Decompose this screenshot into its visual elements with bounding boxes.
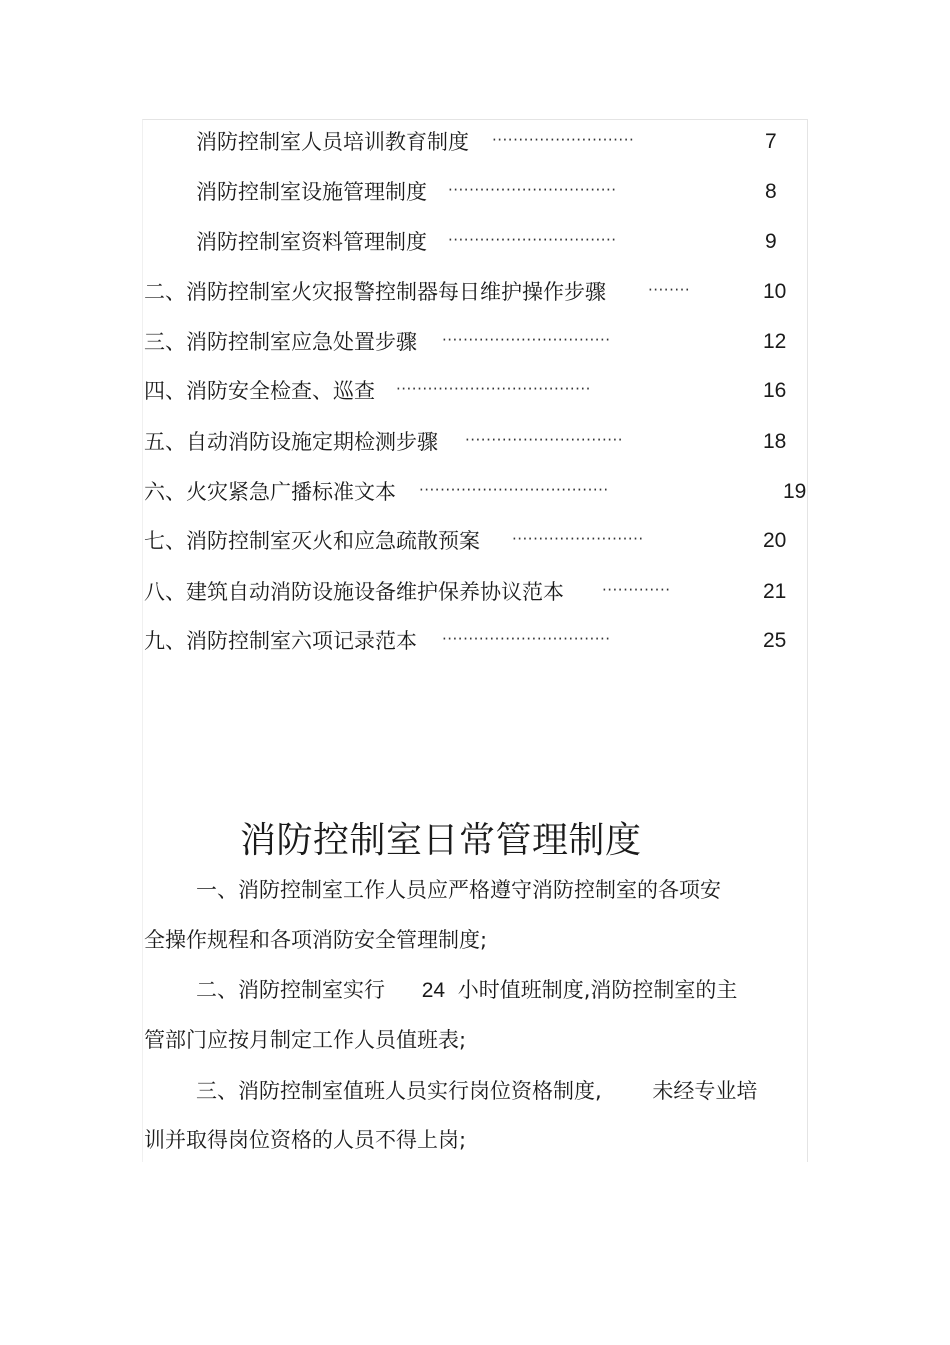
toc-entry-title: 五、自动消防设施定期检测步骤: [144, 430, 438, 454]
toc-entry-page: 9: [765, 230, 777, 253]
toc-entry-title: 六、火灾紧急广播标准文本: [144, 480, 396, 504]
toc-entry[interactable]: [0, 577, 950, 607]
toc-entry[interactable]: [0, 277, 950, 307]
document-title: 消防控制室日常管理制度: [240, 820, 642, 861]
toc-entry-page: 18: [763, 430, 787, 453]
toc-entry[interactable]: [0, 227, 950, 257]
paragraph-line: 管部门应按月制定工作人员值班表;: [144, 1028, 467, 1052]
toc-entry-page: 21: [763, 580, 787, 603]
toc-entry-title: 消防控制室资料管理制度: [196, 230, 427, 254]
toc-entry-leader: ······························: [465, 431, 624, 449]
toc-entry-title: 三、消防控制室应急处置步骤: [144, 330, 417, 354]
toc-entry-leader: ···························: [492, 131, 635, 149]
toc-entry[interactable]: [0, 477, 950, 507]
toc-entry-title: 七、消防控制室灭火和应急疏散预案: [144, 529, 480, 553]
paragraph-line: 训并取得岗位资格的人员不得上岗;: [144, 1128, 467, 1152]
toc-entry-page: 12: [763, 330, 787, 353]
toc-entry-leader: ·························: [512, 530, 644, 548]
toc-entry-page: 19: [783, 480, 807, 503]
paragraph-text: 三、消防控制室值班人员实行岗位资格制度,: [196, 1079, 602, 1103]
toc-entry-page: 20: [763, 529, 787, 552]
toc-entry-leader: ································: [448, 231, 617, 249]
toc-entry-page: 7: [765, 130, 777, 153]
toc-entry[interactable]: [0, 327, 950, 357]
toc-entry-leader: ································: [442, 331, 611, 349]
toc-entry[interactable]: [0, 526, 950, 556]
toc-entry-page: 10: [763, 280, 787, 303]
toc-entry-title: 四、消防安全检查、巡查: [144, 379, 375, 403]
toc-entry[interactable]: [0, 127, 950, 157]
toc-entry-page: 16: [763, 379, 787, 402]
toc-entry-leader: ········: [648, 281, 691, 299]
paragraph-line: [196, 1075, 757, 1107]
toc-entry[interactable]: [0, 427, 950, 457]
paragraph-text: 二、消防控制室实行: [196, 978, 385, 1002]
toc-entry-title: 九、消防控制室六项记录范本: [144, 629, 417, 653]
toc-entry-leader: ································: [442, 630, 611, 648]
toc-entry-title: 二、消防控制室火灾报警控制器每日维护操作步骤: [144, 280, 606, 304]
paragraph-number: 24: [421, 979, 446, 1002]
paragraph-line: 一、消防控制室工作人员应严格遵守消防控制室的各项安: [196, 878, 721, 902]
paragraph-line: 全操作规程和各项消防安全管理制度;: [144, 928, 488, 952]
paragraph-line: [196, 974, 737, 1007]
toc-entry-leader: ·············: [602, 581, 671, 599]
toc-entry-page: 25: [763, 629, 787, 652]
toc-entry-leader: ····································: [419, 481, 609, 499]
toc-entry-leader: ································: [448, 181, 617, 199]
paragraph-text: 小时值班制度,消防控制室的主: [457, 978, 738, 1002]
toc-entry[interactable]: [0, 376, 950, 406]
paragraph-text: 未经专业培: [652, 1079, 758, 1103]
toc-entry[interactable]: [0, 626, 950, 656]
toc-entry-title: 八、建筑自动消防设施设备维护保养协议范本: [144, 580, 564, 604]
toc-entry-title: 消防控制室人员培训教育制度: [196, 130, 469, 154]
toc-entry-leader: ·····································: [396, 380, 591, 398]
toc-entry[interactable]: [0, 177, 950, 207]
toc-entry-title: 消防控制室设施管理制度: [196, 180, 427, 204]
toc-entry-page: 8: [765, 180, 777, 203]
